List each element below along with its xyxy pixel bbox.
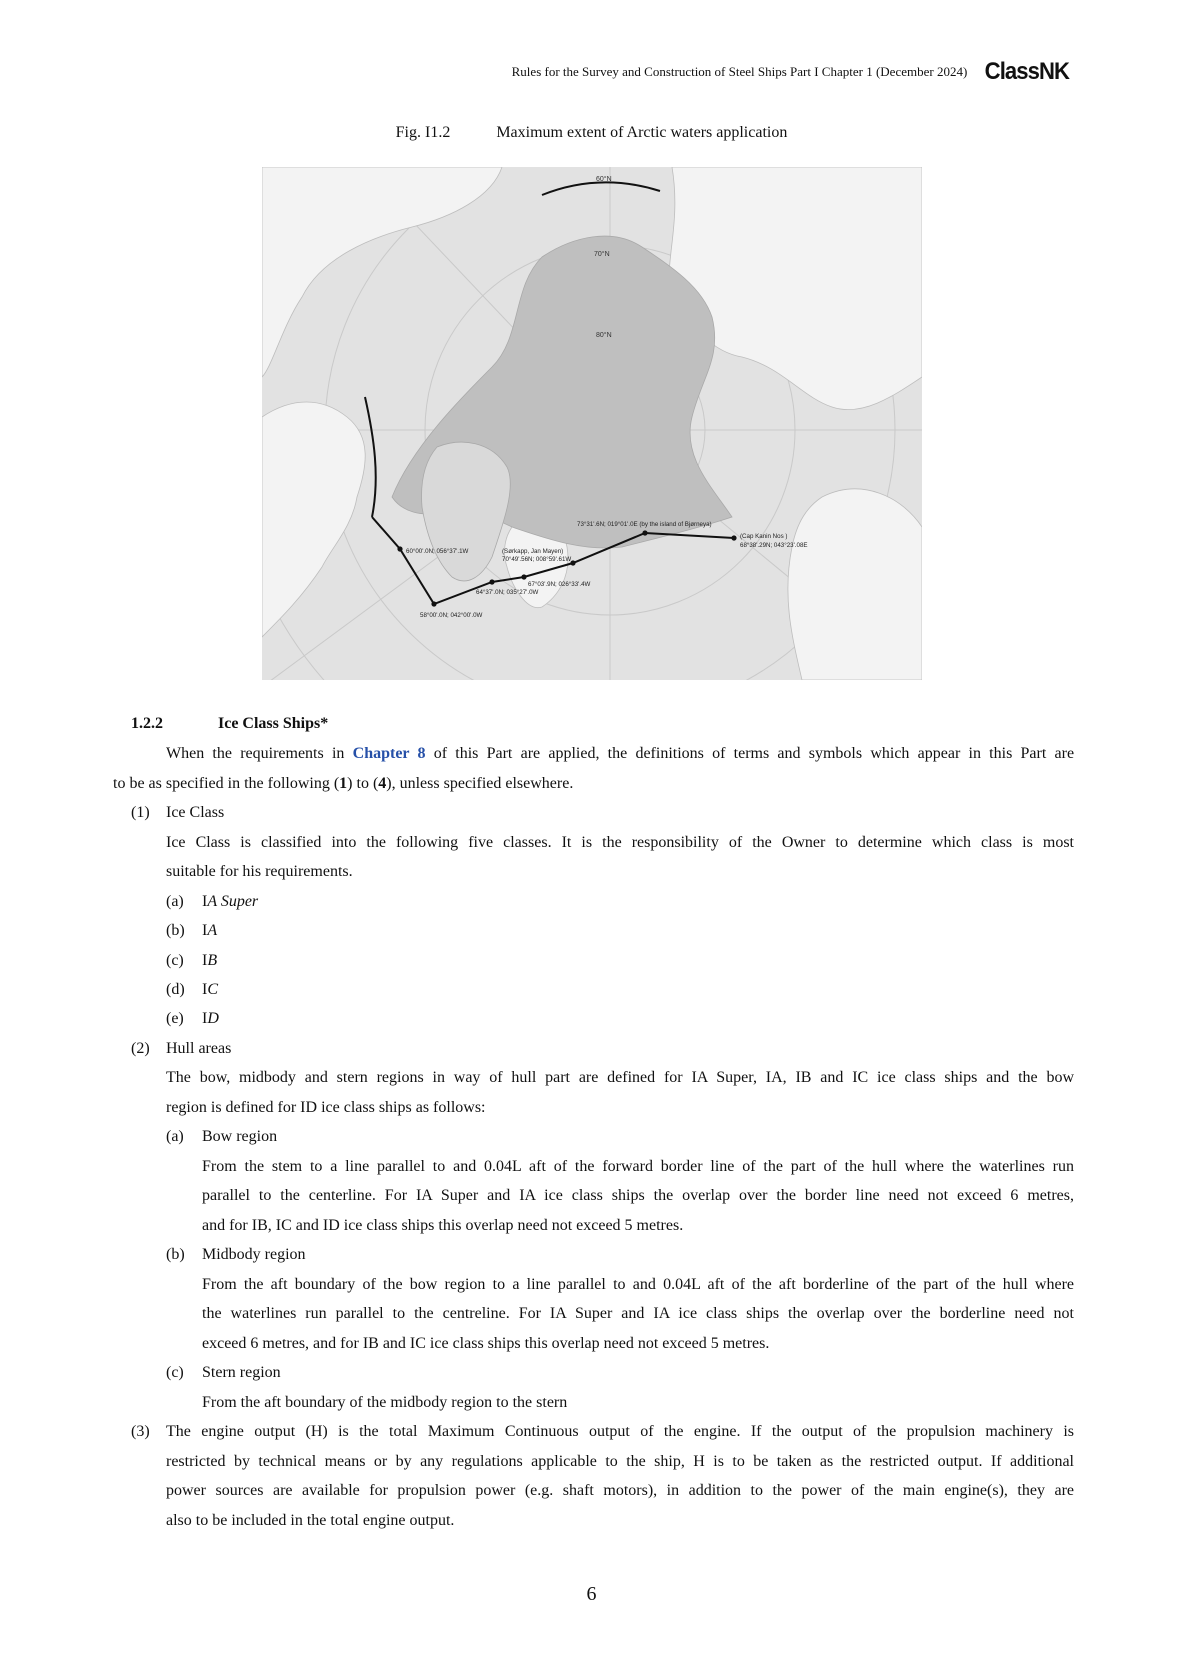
stern-region-label: (c) — [166, 1364, 184, 1381]
class-b-italic: A — [207, 922, 218, 939]
class-b-prefix: I — [202, 922, 208, 939]
lat-label-70: 70°N — [594, 251, 610, 258]
item-2-title: Hull areas — [166, 1040, 232, 1057]
point-label-7a: (Cap Kanin Nos ) — [740, 533, 788, 540]
point-label-7b: 68°38'.29N; 043°23'.08E — [740, 542, 808, 549]
class-a-prefix: I — [202, 893, 208, 910]
point-label-4: 67°03'.9N; 026°33'.4W — [528, 581, 591, 588]
figure-caption — [0, 124, 1183, 142]
intro-ref-1: 1 — [339, 775, 348, 792]
class-c-label: (c) — [166, 952, 184, 969]
class-d-prefix: I — [202, 981, 208, 998]
bow-region-title: Bow region — [202, 1128, 278, 1145]
class-d-value — [202, 975, 218, 1005]
point-label-5b: 70°49'.56N; 008°59'.61W — [502, 556, 572, 563]
stern-region-title: Stern region — [202, 1364, 281, 1381]
item-1-para-2: suitable for his requirements. — [166, 863, 353, 880]
bow-region-line-2: parallel to the centerline. For IA Super and IA ice class ships the overlap over the border line need not exceed 6 metres, — [202, 1187, 1074, 1204]
item-2-number: (2) — [131, 1040, 150, 1057]
intro-line-2 — [113, 769, 573, 799]
class-b-value — [202, 916, 217, 946]
bow-region-line-1: From the stem to a line parallel to and 0.04L aft of the forward border line of the part of the hull where the waterlines run — [202, 1158, 1074, 1175]
item-3-line-4: also to be included in the total engine output. — [166, 1512, 455, 1529]
lat-label-80: 80°N — [596, 332, 612, 339]
class-c-prefix: I — [202, 952, 208, 969]
class-a-italic: A Super — [207, 893, 259, 910]
intro-ref-4: 4 — [378, 775, 387, 792]
figure-title: Maximum extent of Arctic waters application — [496, 124, 788, 141]
item-1-number: (1) — [131, 804, 150, 821]
point-label-6: 73°31'.6N; 019°01'.0E (by the island of Bjørneya) — [577, 521, 712, 528]
stern-region-line-1: From the aft boundary of the midbody region to the stern — [202, 1394, 568, 1411]
midbody-region-line-2: the waterlines run parallel to the centreline. For IA Super and IA ice class ships the overlap over the borderline need not — [202, 1305, 1074, 1322]
class-e-prefix: I — [202, 1010, 208, 1027]
midbody-region-line-3: exceed 6 metres, and for IB and IC ice class ships this overlap need not exceed 5 metres. — [202, 1335, 770, 1352]
point-label-2: 58°00'.0N; 042°00'.0W — [420, 612, 483, 619]
item-2-para-1: The bow, midbody and stern regions in way of hull part are defined for IA Super, IA, IB and IC ice class ships and the bow — [166, 1069, 1074, 1086]
header-title: Rules for the Survey and Construction of Steel Ships Part I Chapter 1 (December 2024) — [511, 64, 968, 79]
running-header — [512, 58, 1073, 86]
item-2-para-2: region is defined for ID ice class ships as follows: — [166, 1099, 486, 1116]
point-label-1: 60°00'.0N; 056°37'.1W — [406, 548, 469, 555]
class-b-label: (b) — [166, 922, 185, 939]
intro-text-c2: ) to ( — [347, 775, 379, 792]
item-1-title: Ice Class — [166, 804, 225, 821]
class-a-value — [202, 887, 258, 917]
class-a-label: (a) — [166, 893, 184, 910]
section-number: 1.2.2 — [131, 715, 163, 732]
class-d-italic: C — [207, 981, 218, 998]
class-c-italic: B — [207, 952, 218, 969]
page-number: 6 — [586, 1583, 597, 1605]
midbody-region-line-1: From the aft boundary of the bow region to a line parallel to and 0.04L aft of the aft borderline of the part of the hull where — [202, 1276, 1074, 1293]
class-e-italic: D — [207, 1010, 219, 1027]
class-c-value — [202, 946, 217, 976]
lat-label-60: 60°N — [596, 176, 612, 183]
figure-number: Fig. I1.2 — [395, 124, 451, 141]
bow-region-line-3: and for IB, IC and ID ice class ships this overlap need not exceed 5 metres. — [202, 1217, 684, 1234]
item-3-number: (3) — [131, 1423, 150, 1440]
intro-text-b: of this Part are applied, the definitions of terms and symbols which appear in this Part are — [433, 745, 1075, 762]
intro-text-a: When the requirements in — [166, 745, 345, 762]
intro-text-c1: to be as specified in the following ( — [113, 775, 340, 792]
class-e-value — [202, 1004, 219, 1034]
intro-line-1 — [166, 739, 1074, 769]
classnk-logo: ClassNK — [984, 58, 1070, 85]
point-label-5a: (Sørkapp, Jan Mayen) — [502, 548, 564, 555]
section-title: Ice Class Ships* — [218, 715, 329, 732]
class-d-label: (d) — [166, 981, 185, 998]
chapter-8-link[interactable]: Chapter 8 — [352, 745, 426, 762]
item-3-line-3: power sources are available for propulsion power (e.g. shaft motors), in addition to the power of the main engine(s), they are — [166, 1482, 1074, 1499]
class-e-label: (e) — [166, 1010, 184, 1027]
midbody-region-title: Midbody region — [202, 1246, 306, 1263]
midbody-region-label: (b) — [166, 1246, 185, 1263]
item-3-line-2: restricted by technical means or by any regulations applicable to the ship, H is to be taken as the restricted output. If additional — [166, 1453, 1074, 1470]
intro-text-c3: ), unless specified elsewhere. — [386, 775, 574, 792]
item-3-line-1: The engine output (H) is the total Maximum Continuous output of the engine. If the output of the propulsion machinery is — [166, 1423, 1074, 1440]
item-1-para-1: Ice Class is classified into the following five classes. It is the responsibility of the Owner to determine which class is most — [166, 834, 1074, 851]
point-label-3: 64°37'.0N; 035°27'.0W — [476, 589, 539, 596]
bow-region-label: (a) — [166, 1128, 184, 1145]
arctic-map — [262, 167, 922, 680]
